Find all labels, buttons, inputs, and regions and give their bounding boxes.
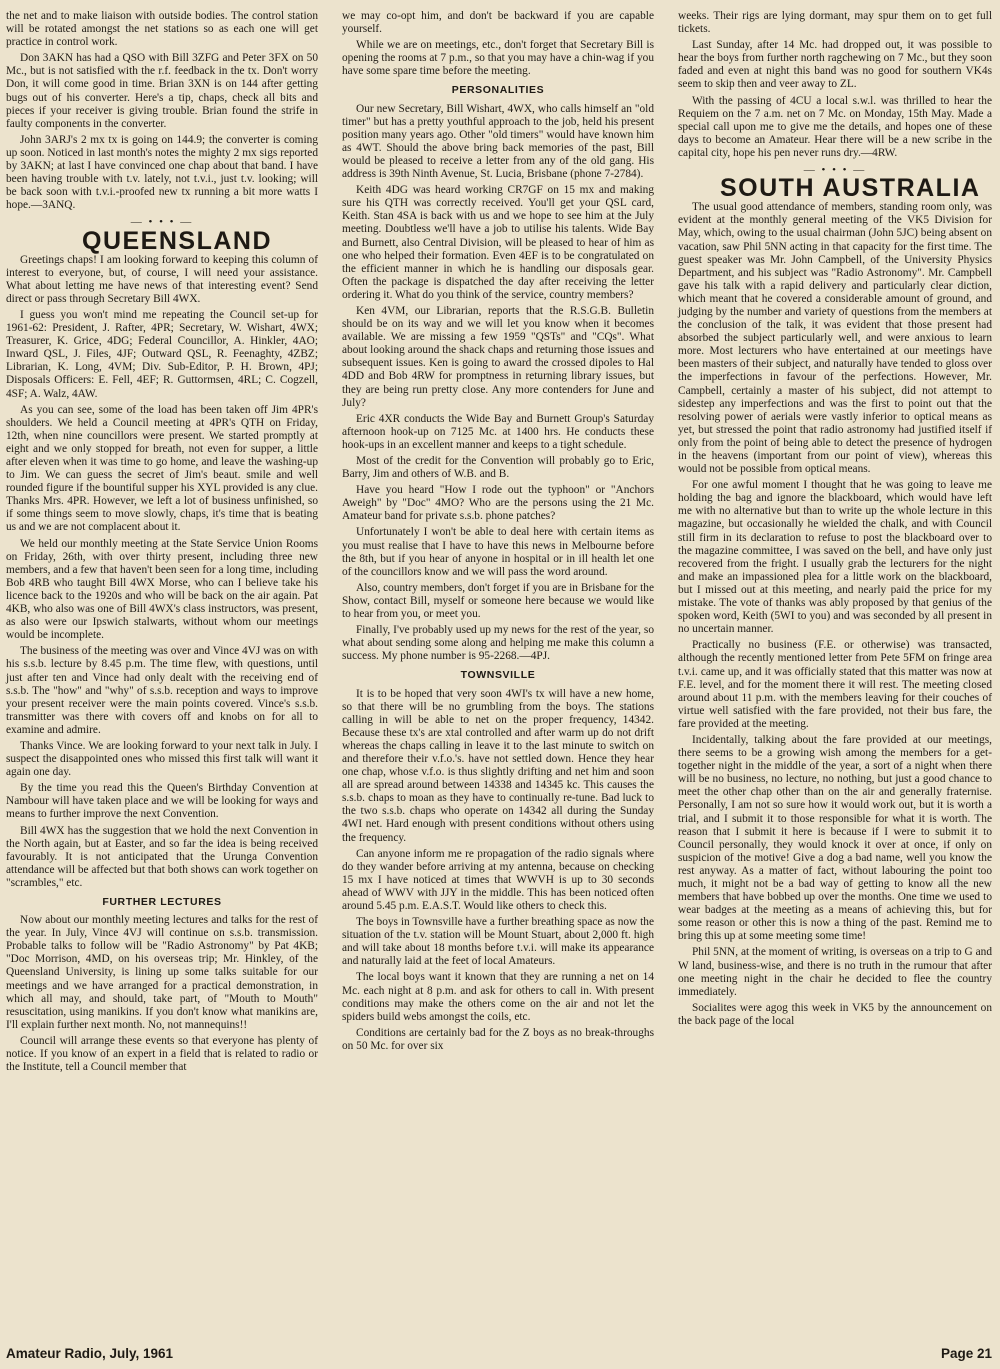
article-paragraph: Ken 4VM, our Librarian, reports that the R.S.G.B. Bulletin should be on its way and we will let you know when it becomes available. We are missing a few 1959 "QSTs" and "CQs". What about looking around the shack chaps and returning those issues and subsequent issues. Ken is going to award the crossed dipoles to Hal 4DD and Bob 4RW for promptness in returning library issues, but they are being run pretty close. Any more contenders for June and July? <box>342 304 654 409</box>
article-paragraph: We held our monthly meeting at the State Service Union Rooms on Friday, 26th, with over thirty present, including three new members, and a few that haven't been seen for a long time, including Bob 4RB who taught Bill 4WX Morse, who can I believe take his licence back to the 1920s and who will be back on the air again. Pat 4KB, who also was one of Bill 4WX's class instructors, was present, as also were our Ipswich stalwarts, without whom our meetings would be incomplete. <box>6 537 319 642</box>
article-paragraph: Our new Secretary, Bill Wishart, 4WX, who calls himself an "old timer" but has a pretty youthful approach to the job, held his present position many years ago. Other "old timers" would have known him as 4WT. Should the above bring back memories of the past, Bill would be pleased to receive a letter from any of the old gang. His address is 39th Ninth Avenue, St. Lucia, Brisbane (phone 7-2784). <box>342 102 654 181</box>
section-divider: — • • • — <box>130 216 194 229</box>
article-paragraph: Keith 4DG was heard working CR7GF on 15 mx and making sure his QTH was correctly received. You'll get your QSL card, Keith. Stan 4SA is back with us and we hope to see him at the July meeting. Doubtless we'll have a job to utilise his talents. Wide Bay and Burnett, also Central Division, will be pleased to hear of him as one who helped their formation. Even 4EF is to be congratulated on the efficient manner in which he is handling our disposals gear. Often the package is dispatched the day after receiving the letter ordering it. What do you think of the service, country members? <box>342 184 654 301</box>
article-paragraph: Bill 4WX has the suggestion that we hold the next Convention in the North again, but at Easter, and so far the idea is being received favourably. It is not anticipated that the Urunga Convention attendance will be affected but that both shows can work together on "scrambles," etc. <box>6 824 318 889</box>
column-middle <box>342 10 654 1056</box>
subheading-further-lectures: FURTHER LECTURES <box>102 896 222 908</box>
article-paragraph: For one awful moment I thought that he was going to leave me holding the bag and ignore the blackboard, which would have left me with no alternative but than to write up the whole lecture in this magazine, but occasionally he wielded the chalk, and with Council still firm in its declaration to refuse to post the blackboard over to the magazine committee, I was saved on the bell, and have only just recovered from the fright. I usually grab the lecturers for the night and make an impassioned plea for a little work on the blackboard, but I missed out at this meeting, and nearly paid the price for my mistake. The vote of thanks was ably proposed by that genius of the spoken word, Keith (5WI to you) and was seconded by all present in no uncertain manner. <box>678 479 992 636</box>
article-paragraph: Council will arrange these events so that everyone has plenty of notice. If you know of an expert in a field that is related to radio or the Institute, tell a Council member that <box>6 1034 318 1074</box>
article-paragraph: Eric 4XR conducts the Wide Bay and Burnett Group's Saturday afternoon hook-up on 7125 Mc. at 1400 hrs. He conducts these hook-ups in an excellent manner and keeps to a tight schedule. <box>342 412 654 451</box>
article-paragraph: Phil 5NN, at the moment of writing, is overseas on a trip to G and W land, business-wise, and there is no truth in the rumour that after one meeting night in the chair he decided to flee the country immediately. <box>678 946 992 998</box>
article-paragraph: The usual good attendance of members, standing room only, was evident at the monthly general meeting of the VK5 Division for May, which, owing to the usual chairman (John 5JC) being absent on vacation, saw Phil 5NN acting in that capacity for the first time. The guest speaker was Mr. John Campbell, of the University Physics Department, and his subject was "Radio Astronomy". Mr. Campbell gave his talk with a rapid delivery and particularly clear diction, which meant that he covered a considerable amount of ground, and judging by the number and variety of questions from the members at the conclusion of the talk, it was evident that those present had absorbed the subject particularly well, and were anxious to learn more. Most lecturers who have entertained at our meetings have been masters of their subject, and naturally have tended to gloss over the imperfections in favour of the perfections. However, Mr. Campbell, certainly a master of his subject, did not attempt to sidestep any imperfections and was the first to point out that the resolving power of aerials were vastly inferior to optical means as yet, but stressed the point that radio astronomy had justified itself if only from the point of being able to detect the presence of hydrogen in the heavens (important from our point of view), whereas this would not be possible from optical means. <box>678 201 992 476</box>
article-paragraph: It is to be hoped that very soon 4WI's tx will have a new home, so that there will be no grumbling from the boys. The stations calling in will be able to net on the proper frequency, 14342. Because these tx's are xtal controlled and after warm up do not drift whereas the chaps calling in leave it to the last minute to switch on and therefore their v.f.o.'s. have not settled down. Hence they hear one chap, whose v.f.o. is thus slightly drifting and net him and soon all are spread around between 14338 and 14345 kc. This causes the s.s.b. chaps to moan as they have to continually re-tune. Bad luck to the two s.s.b. chaps who operate on 14342 all during the Sunday 4WI net. Hard enough with present conditions without others using the frequency. <box>342 687 654 844</box>
article-paragraph: Now about our monthly meeting lectures and talks for the rest of the year. In July, Vince 4VJ will continue on s.s.b. transmission. Probable talks to follow will be "Radio Astronomy" by Pat 4KB; "Doc Morrison, 4MD, on his overseas trip; Mr. Hinkley, of the Queensland University, is lining up some talks suitable for our meetings and we have arranged for a practical demonstration, in which all may, and should, take part, of "Mouth to Mouth" resuscitation, using manikins. If you don't know what manikins are, I'll explain further next month. No, not mannequins!! <box>6 914 318 1031</box>
article-paragraph: Also, country members, don't forget if you are in Brisbane for the Show, contact Bill, myself or someone here because we would like to hear from you, or meet you. <box>342 581 654 621</box>
article-paragraph: Unfortunately I won't be able to deal here with certain items as you must realise that I have to have this news in Melbourne before the 8th, but if you hear of anyone in hospital or in ill health let one of the councillors know and we will pass the word around. <box>342 526 654 578</box>
article-paragraph: Greetings chaps! I am looking forward to keeping this column of interest to everyone, but, of course, I will need your assistance. What about letting me have news of that interesting event? Send direct or pass through Secretary Bill 4WX. <box>6 253 318 305</box>
article-paragraph: As you can see, some of the load has been taken off Jim 4PR's shoulders. We held a Council meeting at 4PR's QTH on Friday, 12th, when nine councillors were present. We started promptly at eight and we only stopped for breath, not even for supper, a little after eleven when it was time to go home, and leave the washing-up to Jim. We can guess the secret of Jim's beaut. smile and well rounded figure if the bountiful supper his XYL provided is any clue. Thanks Mrs. 4PR. However, we left a lot of business unfinished, so if some things seem to move slowly, chaps, it's time that is beating us and we are not complacent about it. <box>6 403 318 534</box>
article-paragraph: Conditions are certainly bad for the Z boys as no break-throughs on 50 Mc. for over six <box>342 1026 654 1052</box>
article-paragraph: the net and to make liaison with outside bodies. The control station will be rotated amongst the net stations so as each one will get practice in control work. <box>6 10 318 49</box>
article-paragraph: I guess you won't mind me repeating the Council set-up for 1961-62: President, J. Rafter, 4PR; Secretary, W. Wishart, 4WX; Treasurer, K. Grice, 4DG; Federal Councillor, A. Hinkler, 4AO; Inward QSL, J. Files, 4JF; Outward QSL, R. Feenaghty, 4ZBZ; Librarian, K. Long, 4VM; Div. Sub-Editor, P. H. Brown, 4PJ; Disposals Officers: E. Fell, 4EF; R. Guttormsen, 4RL; C. Cogzell, 4SF; A. Walz, 4AW. <box>6 308 318 400</box>
article-paragraph: By the time you read this the Queen's Birthday Convention at Nambour will have taken place and we will be looking for ways and means to further improve the next Convention. <box>6 782 318 821</box>
section-heading-queensland: QUEENSLAND <box>82 226 273 255</box>
article-paragraph: With the passing of 4CU a local s.w.l. was thrilled to hear the Requiem on the 7 a.m. net on 7 Mc. on Monday, 15th May. Made a special call upon me to give me the details, and hopes one of these days to become an Amateur. Hear there will be a new scribe in the capital city, hope his pen never runs dry.—4RW. <box>678 94 992 159</box>
article-paragraph: The boys in Townsville have a further breathing space as now the situation of the t.v. station will be Mount Stuart, about 2,000 ft. high and will take about 18 months before t.v.i. will make its appearance and naturally laid at the feet of local Amateurs. <box>342 916 654 968</box>
article-paragraph: The business of the meeting was over and Vince 4VJ was on with his s.s.b. lecture by 8.45 p.m. The time flew, with questions, until just after ten and Vince had only dealt with the receiving end of s.s.b. The "how" and "why" of s.s.b. reception and ways to improve your present receiver were the main points covered. Vince's s.s.b. transmitter was there with covers off and knobs on for all to examine and admire. <box>6 645 318 736</box>
section-heading-south-australia: SOUTH AUSTRALIA <box>720 174 981 203</box>
article-paragraph: Practically no business (F.E. or otherwise) was transacted, although the recently mentioned letter from Pete 5FM on fringe area t.v.i. came up, and it was officially stated that this matter was now at F.E. level, and for the moment there it will rest. The meeting closed around about 11 p.m. with the members leaving for their couches of virtue well satisfied with the fare provided, not their bus fare, the fare provided at the meeting. <box>678 639 992 730</box>
article-paragraph: Most of the credit for the Convention will probably go to Eric, Barry, Jim and others of W.B. and B. <box>342 455 654 481</box>
article-paragraph: we may co-opt him, and don't be backward if you are capable yourself. <box>342 10 654 36</box>
article-paragraph: John 3ARJ's 2 mx tx is going on 144.9; the converter is coming up soon. Noticed in last month's notes the mighty 2 mx sigs reported by 3AKN; at last I have convinced one chap about that band. I have been having trouble with t.v. lately, not t.v.i., just t.v. looking; will be back soon with t.v.i.-proofed new tx running a bit more watts I hope.—3ANQ. <box>6 133 318 212</box>
article-paragraph: Socialites were agog this week in VK5 by the announcement on the back page of the local <box>678 1001 992 1027</box>
column-left <box>6 10 318 1077</box>
column-right <box>678 10 992 1031</box>
article-paragraph: Can anyone inform me re propagation of the radio signals where do they wander before arriving at my antenna, because on checking 15 mx I have noticed at times that WWVH is up to 30 seconds ahead of WWV with JJY in the middle. This has been noticed often around 5.45 p.m. E.A.S.T. Would like others to check this. <box>342 847 654 912</box>
article-paragraph: Incidentally, talking about the fare provided at our meetings, there seems to be a growing wish among the members for a get-together night in the middle of the year, a sort of a night when there will be no business, no lecture, no nothing, but just a good chance to meet the other chap other than on the air and generally fraternise. Personally, I am not so sure how it would work out, but it is worth a trial, and I submit it to those responsible for what it is worth. The reason that I submit it here is because if I were to submit it to Council personally, they would knock it over at once, if only on suspicion of the motive! Give a dog a bad name, well you know the rest anyway. As a matter of fact, without labouring the point too much, it might not be a bad way of getting to know all the new members that have bobbed up over the months. One time we used to wear badges at the meeting as a means of achieving this, but for some reason or other this is now a thing of the past. Remind me to bring this up at some meeting some time! <box>678 733 992 943</box>
subheading-personalities: PERSONALITIES <box>451 84 545 97</box>
article-paragraph: Have you heard "How I rode out the typhoon" or "Anchors Aweigh" by "Doc" 4MO? Who are the persons using the 21 Mc. Amateur band for private s.s.b. phone patches? <box>342 484 654 523</box>
page-number: Page 21 <box>940 1346 992 1361</box>
publication-info: Amateur Radio, July, 1961 <box>6 1346 174 1361</box>
section-divider: — • • • — <box>803 164 867 177</box>
subheading-townsville: TOWNSVILLE <box>460 669 536 682</box>
article-paragraph: Finally, I've probably used up my news for the rest of the year, so what about sending some along and helping me make this column a success. My phone number is 95-2268.—4PJ. <box>342 624 654 663</box>
article-paragraph: Last Sunday, after 14 Mc. had dropped out, it was possible to hear the boys from further north ragchewing on 7 Mc., but they soon faded and even at night this band was no good for southern VK4s seem to skip then and veer away to ZL. <box>678 39 992 91</box>
article-paragraph: Don 3AKN has had a QSO with Bill 3ZFG and Peter 3FX on 50 Mc., but is not satisfied with the r.f. feedback in the tx. Don't worry Don, it will come good in time. Brian 3XN is on 144 after getting bugs out of his converter. Here's a tip, chaps, check all bits and pieces if your receiver is giving trouble. Brian found the strife in faulty components in the converter. <box>6 52 318 130</box>
article-paragraph: The local boys want it known that they are running a net on 14 Mc. each night at 8 p.m. and ask for others to call in. With present conditions may make the others come on the air and not let the spiders build webs amongst the coils, etc. <box>342 971 654 1023</box>
article-paragraph: While we are on meetings, etc., don't forget that Secretary Bill is opening the rooms at 7 p.m., so that you may have a chin-wag if you have some spare time before the meeting. <box>342 39 654 78</box>
article-paragraph: weeks. Their rigs are lying dormant, may spur them on to get full tickets. <box>678 10 992 36</box>
article-paragraph: Thanks Vince. We are looking forward to your next talk in July. I suspect the disappointed ones who missed this first talk will want it again one day. <box>6 739 318 779</box>
